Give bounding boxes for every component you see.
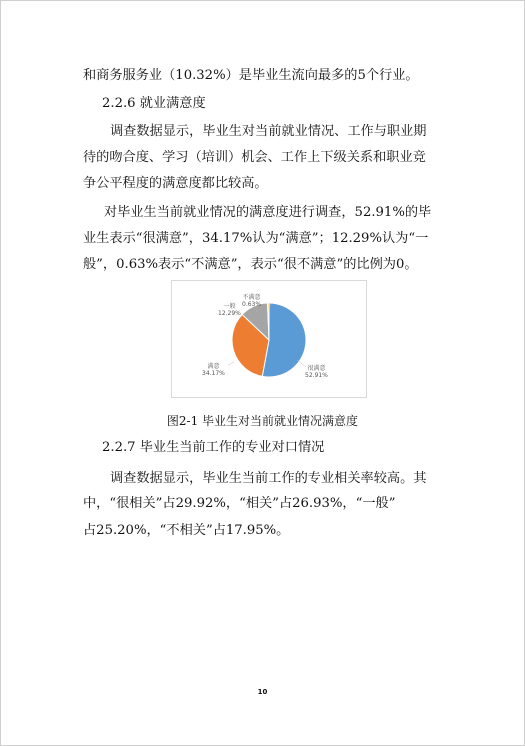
- paragraph-line: 般”，0.63%表示“不满意”，表示“很不满意”的比例为0。: [83, 257, 418, 272]
- pie-label-text: 一般: [223, 303, 236, 310]
- pie-label-value: 52.91%: [305, 372, 328, 379]
- satisfaction-pie-chart: [171, 280, 367, 398]
- section-heading-2-2-7: 2.2.7 毕业生当前工作的专业对口情况: [102, 440, 325, 455]
- pie-label-value: 0.63%: [242, 301, 262, 308]
- section-heading-2-2-6: 2.2.6 就业满意度: [102, 96, 206, 111]
- pie-leader-line: [228, 362, 234, 365]
- figure-caption: 图2-1 毕业生对当前就业情况满意度: [166, 414, 359, 428]
- pie-label-value: 12.29%: [218, 310, 241, 317]
- paragraph-line: 业生表示“很满意”，34.17%认为“满意”；12.29%认为“一: [83, 231, 429, 246]
- paragraph-line: 中，“很相关”占29.92%，“相关”占26.93%，“一般”: [83, 496, 396, 511]
- pie-label-text: 很满意: [307, 365, 326, 372]
- pie-label-neutral: [218, 303, 241, 317]
- paragraph-line: 对毕业生当前就业情况的满意度进行调查，52.91%的毕: [104, 205, 432, 220]
- pie-label-satisfied: [202, 363, 225, 377]
- page-number: 10: [257, 688, 268, 696]
- paragraph-line: 占25.20%，“不相关”占17.95%。: [83, 523, 290, 538]
- paragraph-line: 待的吻合度、学习（培训）机会、工作上下级关系和职业竞: [83, 150, 426, 165]
- paragraph-line: 和商务服务业（10.32%）是毕业生流向最多的5个行业。: [83, 68, 419, 83]
- paragraph-line: 调查数据显示，毕业生对当前就业情况、工作与职业期: [110, 124, 427, 139]
- pie-svg: [172, 281, 368, 399]
- paragraph-line: 争公平程度的满意度都比较高。: [83, 176, 268, 191]
- pie-label-text: 满意: [207, 363, 220, 370]
- pie-label-very-satisfied: [305, 365, 328, 379]
- pie-label-not-satisfied: [242, 294, 261, 308]
- paragraph-line: 调查数据显示，毕业生当前工作的专业相关率较高。其: [110, 471, 427, 486]
- pie-label-text: 不满意: [242, 294, 261, 301]
- pie-label-value: 34.17%: [202, 370, 225, 377]
